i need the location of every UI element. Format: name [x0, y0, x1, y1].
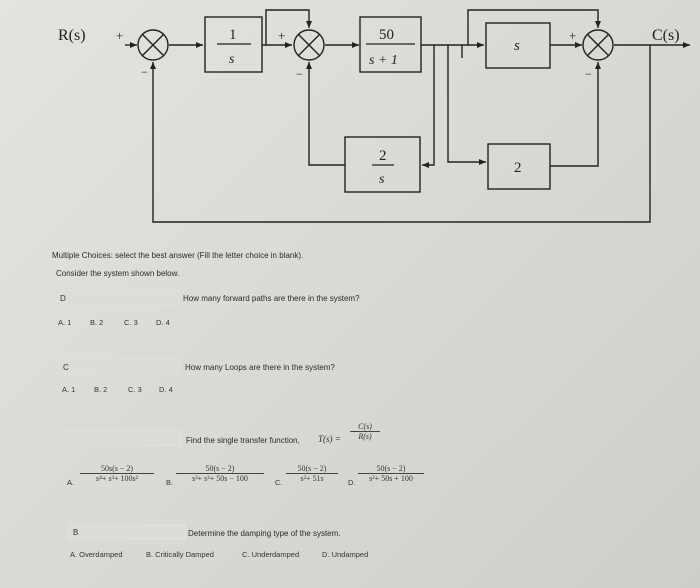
q3-option-b-numerator: 50(s − 2) [176, 464, 264, 474]
block-diagram [0, 0, 700, 240]
block3-label: s [514, 38, 520, 54]
q3-option-a-numerator: 50s(s − 2) [80, 464, 154, 474]
instructions-heading: Multiple Choices: select the best answer (Fill the letter choice in blank). [52, 251, 304, 260]
input-label: R(s) [58, 27, 86, 44]
block2-numerator: 50 [379, 27, 394, 43]
q3-option-a-denominator: s⁴+ s³+ 100s² [96, 474, 138, 483]
q3-tf-numerator: C(s) [350, 422, 380, 432]
q4-choice-b: B. Critically Damped [146, 550, 214, 559]
q4-choice-d: D. Undamped [322, 550, 369, 559]
q3-option-a-letter: A. [67, 478, 75, 487]
q3-answer-field[interactable] [65, 430, 182, 446]
q3-option-b-fraction [176, 464, 264, 483]
q1-choice-a: A. 1 [58, 318, 72, 327]
q1-prompt: How many forward paths are there in the system? [183, 294, 360, 303]
gain-block-label: 2 [514, 160, 522, 176]
instructions-intro: Consider the system shown below. [56, 269, 180, 278]
q3-tf-denominator: R(s) [358, 432, 372, 441]
q3-tf-lhs: T(s) = [318, 434, 341, 444]
q2-answer-field[interactable]: C [58, 359, 180, 375]
q4-choice-a: A. Overdamped [70, 550, 123, 559]
q3-prompt: Find the single transfer function, [186, 436, 300, 445]
q3-option-d-fraction [358, 464, 424, 483]
block1-denominator: s [229, 52, 235, 67]
q4-answer-field[interactable]: B [68, 524, 186, 540]
q1-answer-field[interactable]: D [55, 290, 179, 306]
q2-prompt: How many Loops are there in the system? [185, 363, 335, 372]
junction1-plus: + [116, 28, 124, 43]
q3-option-c-letter: C. [275, 478, 283, 487]
junction2-minus: − [296, 67, 303, 81]
q1-choice-c: C. 3 [124, 318, 138, 327]
block1-numerator: 1 [229, 27, 237, 43]
feedback-block-denominator: s [379, 172, 385, 187]
q2-choice-b: B. 2 [94, 385, 108, 394]
q3-option-d-numerator: 50(s − 2) [358, 464, 424, 474]
q3-option-d-denominator: s²+ 50s + 100 [369, 474, 413, 483]
q3-option-a-fraction [80, 464, 154, 483]
junction3-plus: + [569, 28, 577, 43]
q3-option-d-letter: D. [348, 478, 356, 487]
q4-choice-c: C. Underdamped [242, 550, 300, 559]
q3-option-c-denominator: s²+ 51s [300, 474, 324, 483]
q2-choice-a: A. 1 [62, 385, 76, 394]
junction3-minus: − [585, 67, 592, 81]
q3-option-b-denominator: s³+ s²+ 50s − 100 [192, 474, 248, 483]
q3-option-b-letter: B. [166, 478, 174, 487]
output-label: C(s) [652, 27, 680, 44]
q3-option-c-numerator: 50(s − 2) [286, 464, 338, 474]
q1-choice-d: D. 4 [156, 318, 170, 327]
junction2-plus: + [278, 28, 286, 43]
q3-tf-fraction [350, 422, 380, 441]
q2-choice-c: C. 3 [128, 385, 142, 394]
feedback-block-numerator: 2 [379, 148, 387, 164]
q1-choice-b: B. 2 [90, 318, 104, 327]
q2-choice-d: D. 4 [159, 385, 173, 394]
q3-option-c-fraction [286, 464, 338, 483]
junction1-minus: − [141, 65, 148, 79]
q4-prompt: Determine the damping type of the system. [188, 529, 341, 538]
block2-denominator: s + 1 [369, 53, 398, 68]
